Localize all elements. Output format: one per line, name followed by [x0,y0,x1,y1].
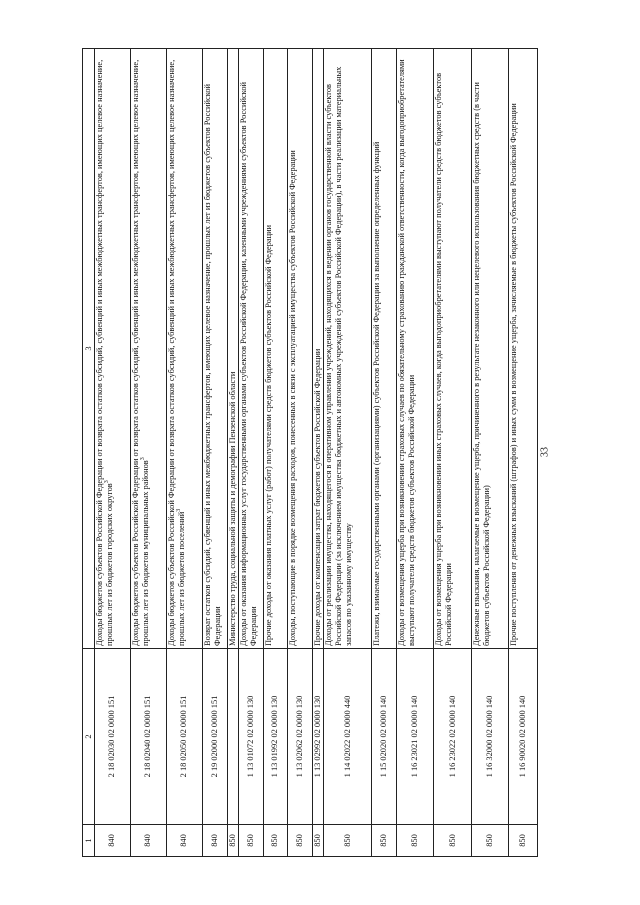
admin-code-cell [472,825,509,857]
page-number: 33 [539,447,551,457]
budget-code-cell-text: 1 16 32000 02 0000 140 [485,695,495,778]
admin-code-cell [312,825,323,857]
budget-code-cell [372,649,397,825]
revenue-name-cell [397,49,434,649]
budget-code-cell [509,649,538,825]
revenue-name-cell-text: Платежи, взимаемые государственными органами (организациями) субъектов Российской Федерации за выполнение определенных функций [372,141,382,646]
budget-code-cell-text: 2 19 02000 02 0000 151 [209,695,219,778]
revenue-codes-table [82,48,538,857]
budget-code-cell [166,649,202,825]
admin-code-cell [95,825,131,857]
budget-code-cell-text: 1 13 02062 02 0000 130 [295,695,304,778]
admin-code-cell [238,825,263,857]
table-row [227,49,238,857]
budget-code-cell [263,649,288,825]
admin-code-cell [288,825,313,857]
admin-code-cell-text: 840 [143,834,153,847]
budget-code-cell-text: 2 18 02050 02 0000 151 [179,695,189,778]
revenue-name-cell [288,49,313,649]
admin-code-cell [397,825,434,857]
table-row [472,49,509,857]
table-row [130,49,166,857]
budget-code-cell [130,649,166,825]
budget-code-cell-text: 1 13 01992 02 0000 130 [270,695,280,778]
revenue-name-cell-text: Возврат остатков субсидий, субвенций и иных межбюджетных трансфертов, имеющих целевое назначение, прошлых лет из бюджетов субъектов Российской Федерации [202,83,222,646]
revenue-name-cell-text: Доходы бюджетов субъектов Российской Федерации от возврата остатков субсидий, субвенций и иных межбюджетных трансфертов, имеющих целевое назначение, прошлых лет из бюджетов поселений [166,59,186,646]
table-row [312,49,323,857]
budget-code-cell [288,649,313,825]
revenue-name-cell-text: Прочие доходы от оказания платных услуг (работ) получателями средств бюджетов субъектов Российской Федерации [263,224,273,646]
admin-code-cell [372,825,397,857]
admin-code-cell [202,825,227,857]
revenue-name-cell-text: Доходы от оказания информационных услуг государственными органами субъектов Российской Федерации, казенными учреждениями субъектов Российской Федерации [238,82,258,646]
budget-code-cell-text: 2 18 02040 02 0000 151 [143,695,153,778]
header-col-1: 1 [83,825,95,857]
budget-code-cell-text: 1 14 02022 02 0000 440 [342,695,352,778]
budget-code-cell [397,649,434,825]
revenue-name-cell-text: Доходы от реализации имущества, находящегося в оперативном управлении учреждений, находящихся в ведении органов государственной власти субъектов Российской Федерации (за исключением имущества бюджетных и автономных учреждений субъектов Российской Федерации), в части реализации материальных запасов по указанному имуществу [324,66,354,646]
admin-code-cell [166,825,202,857]
revenue-name-cell [324,49,372,649]
budget-code-cell-text: 1 13 02992 02 0000 130 [312,695,322,778]
budget-code-cell [472,649,509,825]
rotated-table-container [82,49,538,857]
budget-code-cell [227,649,238,825]
revenue-name-cell [95,49,131,649]
admin-code-cell-text: 840 [179,834,189,847]
budget-code-cell-text: 2 18 02030 02 0000 151 [107,695,117,778]
table-row [202,49,227,857]
table-row [238,49,263,857]
admin-code-cell-text: 850 [379,834,389,847]
budget-code-cell-text: 1 13 01072 02 0000 130 [245,695,255,778]
admin-code-cell-text: 850 [447,834,457,847]
table-row [324,49,372,857]
admin-code-cell-text: 850 [410,834,420,847]
revenue-name-cell-text: Прочие поступления от денежных взысканий (штрафов) и иных сумм в возмещение ущерба, зачисляемые в бюджеты субъектов Российской Федерации [509,103,519,646]
budget-code-cell-text: 1 15 02020 02 0000 140 [379,695,389,778]
admin-code-cell-text: 850 [342,834,352,847]
admin-code-cell-text: 850 [518,834,528,847]
table-row [263,49,288,857]
table-row [397,49,434,857]
revenue-name-cell [472,49,509,649]
admin-code-cell-text: 850 [270,834,280,847]
budget-code-cell [95,649,131,825]
admin-code-cell [130,825,166,857]
revenue-name-cell [509,49,538,649]
admin-code-cell [509,825,538,857]
admin-code-cell [263,825,288,857]
admin-code-cell-text: 840 [209,834,219,847]
revenue-name-cell [372,49,397,649]
revenue-name-cell [263,49,288,649]
footnote-mark: 3 [176,508,183,512]
revenue-name-cell [130,49,166,649]
budget-code-cell [202,649,227,825]
admin-code-cell-text: 850 [245,834,255,847]
table-row [95,49,131,857]
revenue-name-cell-text: Министерство труда, социальной защиты и демографии Пензенской области [227,371,237,646]
revenue-name-cell [434,49,472,649]
revenue-name-cell [202,49,227,649]
admin-code-cell [227,825,238,857]
revenue-name-cell [238,49,263,649]
budget-code-cell-text: 1 16 90020 02 0000 140 [518,695,528,778]
admin-code-cell-text: 850 [227,834,237,847]
revenue-name-cell-text: Прочие доходы от компенсации затрат бюджетов субъектов Российской Федерации [312,348,322,646]
table-row [509,49,538,857]
admin-code-cell-text: 850 [485,834,495,847]
table-row [434,49,472,857]
revenue-name-cell-text: Доходы бюджетов субъектов Российской Федерации от возврата остатков субсидий, субвенций и иных межбюджетных трансфертов, имеющих целевое назначение, прошлых лет из бюджетов городских округов [95,59,114,646]
revenue-name-cell-text: Доходы бюджетов субъектов Российской Федерации от возврата остатков субсидий, субвенций и иных межбюджетных трансфертов, имеющих целевое назначение, прошлых лет из бюджетов муниципальных районов [130,59,150,646]
revenue-name-cell-text: Денежные взыскания, налагаемые в возмещение ущерба, причиненного в результате незаконного или нецелевого использования бюджетных средств (в части бюджетов субъектов Российской Федерации) [472,82,492,646]
footnote-mark: 3 [140,457,147,461]
revenue-name-cell [227,49,238,649]
admin-code-cell-text: 840 [107,834,117,847]
revenue-name-cell-text: Доходы от возмещения ущерба при возникновении страховых случаев по обязательному страхованию гражданской ответственности, когда выгодоприобретателями выступают получатели средств бюджетов субъектов Российской Федерации [397,59,417,646]
header-col-3: 3 [83,49,95,649]
revenue-name-cell [312,49,323,649]
budget-code-cell [238,649,263,825]
admin-code-cell [434,825,472,857]
admin-code-cell [324,825,372,857]
revenue-name-cell-text: Доходы от возмещения ущерба при возникновении иных страховых случаев, когда выгодоприобретателями выступают получатели средств бюджетов субъектов Российской Федерации [434,72,454,646]
budget-code-cell [312,649,323,825]
budget-code-cell [434,649,472,825]
table-row [166,49,202,857]
budget-code-cell [324,649,372,825]
revenue-name-cell-text: Доходы, поступающие в порядке возмещения расходов, понесенных в связи с эксплуатацией имущества субъектов Российской Федерации [288,150,298,646]
table-row [288,49,313,857]
footnote-mark: 3 [104,480,111,484]
budget-code-cell-text: 1 16 23022 02 0000 140 [447,695,457,778]
table-header-row [83,49,95,857]
admin-code-cell-text: 850 [295,834,304,847]
table-body [95,49,538,857]
revenue-name-cell [166,49,202,649]
budget-code-cell-text: 1 16 23021 02 0000 140 [410,695,420,778]
table-row [372,49,397,857]
header-col-2: 2 [83,649,95,825]
admin-code-cell-text: 850 [312,834,322,847]
